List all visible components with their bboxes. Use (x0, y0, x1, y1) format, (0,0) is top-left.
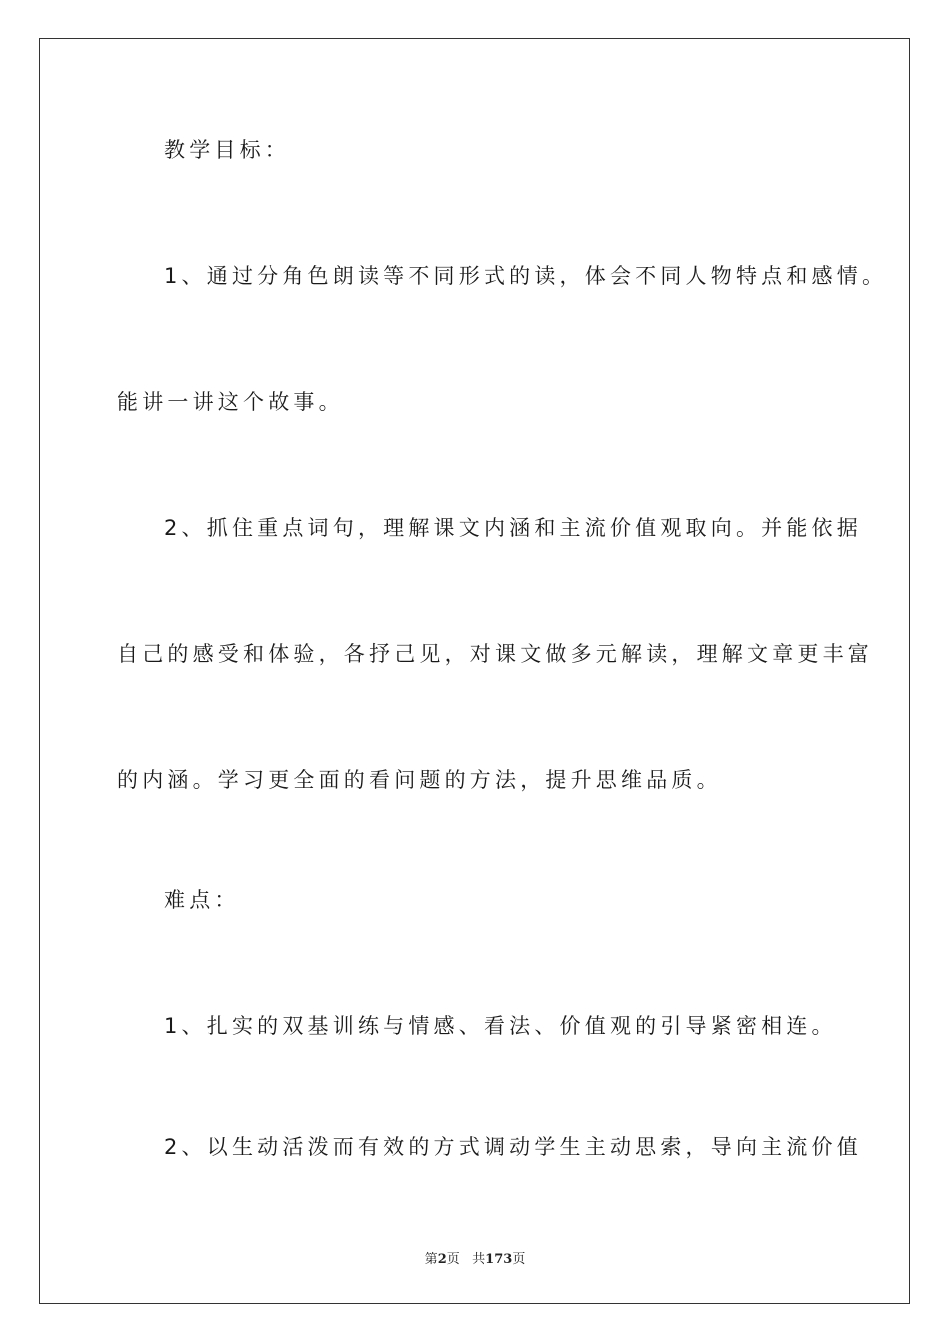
heading-teaching-goals: 教学目标： (164, 138, 290, 162)
paragraph-line: 1、通过分角色朗读等不同形式的读，体会不同人物特点和感情。 (164, 264, 888, 288)
paragraph-line: 自己的感受和体验，各抒己见，对课文做多元解读，理解文章更丰富 (117, 642, 873, 666)
footer-total-pages: 173 (485, 1252, 513, 1267)
footer-total-suffix: 页 (512, 1252, 526, 1267)
paragraph-line: 2、抓住重点词句，理解课文内涵和主流价值观取向。并能依据 (164, 516, 862, 540)
footer-page-prefix: 第 (424, 1252, 438, 1267)
page-footer (0, 1248, 950, 1267)
heading-difficulties: 难点： (164, 888, 240, 912)
paragraph-line: 1、扎实的双基训练与情感、看法、价值观的引导紧密相连。 (164, 1014, 837, 1038)
page-border (39, 38, 910, 1304)
footer-total-prefix: 共 (472, 1252, 486, 1267)
paragraph-line: 的内涵。学习更全面的看问题的方法，提升思维品质。 (117, 768, 722, 792)
paragraph-line: 2、以生动活泼而有效的方式调动学生主动思索，导向主流价值 (164, 1135, 862, 1159)
footer-page-number: 2 (437, 1252, 447, 1267)
paragraph-line: 能讲一讲这个故事。 (117, 390, 344, 414)
footer-page-suffix: 页 (446, 1252, 460, 1267)
